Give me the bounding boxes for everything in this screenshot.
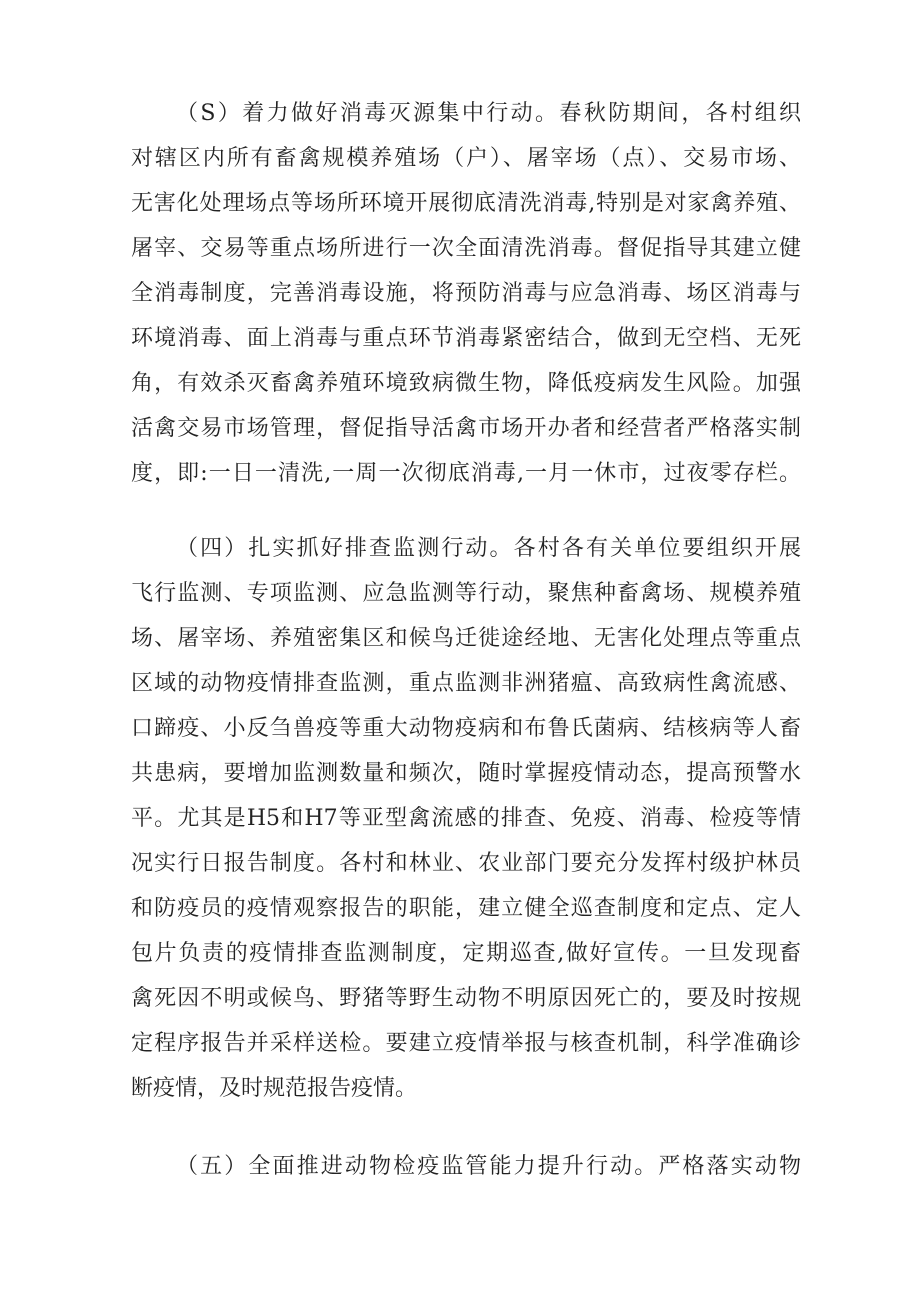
paragraph-4-line-1: （四）扎实抓好排查监测行动。各村各有关单位要组织开展 (176, 536, 801, 561)
paragraph-4-line-7: 平。尤其是H5和H7等亚型禽流感的排查、免疫、消毒、检疫等情 (131, 806, 801, 831)
paragraph-4-line-9: 和防疫员的疫情观察报告的职能，建立健全巡查制度和定点、定人 (131, 896, 801, 921)
paragraph-3-line-4: 屠宰、交易等重点场所进行一次全面清洗消毒。督促指导其建立健 (131, 236, 801, 261)
paragraph-4-line-13: 断疫情，及时规范报告疫情。 (131, 1076, 418, 1101)
paragraph-3-line-2: 对辖区内所有畜禽规模养殖场（户）、屠宰场（点）、交易市场、 (131, 146, 801, 171)
paragraph-3-line-9: 度，即:一日一清洗,一周一次彻底消毒,一月一休市，过夜零存栏。 (131, 461, 801, 486)
paragraph-4-line-5: 口蹄疫、小反刍兽疫等重大动物疫病和布鲁氏菌病、结核病等人畜 (131, 716, 801, 741)
paragraph-4-line-11: 禽死因不明或候鸟、野猪等野生动物不明原因死亡的，要及时按规 (131, 986, 801, 1011)
paragraph-3-line-3: 无害化处理场点等场所环境开展彻底清洗消毒,特别是对家禽养殖、 (131, 191, 801, 216)
paragraph-3-line-1: （S）着力做好消毒灭源集中行动。春秋防期间，各村组织 (176, 101, 801, 126)
paragraph-5-line-1: （五）全面推进动物检疫监管能力提升行动。严格落实动物 (176, 1154, 801, 1179)
paragraph-4-line-2: 飞行监测、专项监测、应急监测等行动，聚焦种畜禽场、规模养殖 (131, 581, 801, 606)
paragraph-3-line-6: 环境消毒、面上消毒与重点环节消毒紧密结合，做到无空档、无死 (131, 326, 801, 351)
paragraph-4-line-6: 共患病，要增加监测数量和频次，随时掌握疫情动态，提高预警水 (131, 761, 801, 786)
paragraph-4-line-4: 区域的动物疫情排查监测，重点监测非洲猪瘟、高致病性禽流感、 (131, 671, 801, 696)
paragraph-3-line-5: 全消毒制度，完善消毒设施，将预防消毒与应急消毒、场区消毒与 (131, 281, 801, 306)
paragraph-4-line-3: 场、屠宰场、养殖密集区和候鸟迁徙途经地、无害化处理点等重点 (131, 626, 801, 651)
paragraph-3-line-7: 角，有效杀灭畜禽养殖环境致病微生物，降低疫病发生风险。加强 (131, 371, 801, 396)
paragraph-4-line-12: 定程序报告并采样送检。要建立疫情举报与核查机制，科学准确诊 (131, 1031, 801, 1056)
paragraph-3-line-8: 活禽交易市场管理，督促指导活禽市场开办者和经营者严格落实制 (131, 416, 801, 441)
paragraph-4-line-8: 况实行日报告制度。各村和林业、农业部门要充分发挥村级护林员 (131, 851, 801, 876)
paragraph-4-line-10: 包片负责的疫情排查监测制度，定期巡查,做好宣传。一旦发现畜 (131, 941, 801, 966)
